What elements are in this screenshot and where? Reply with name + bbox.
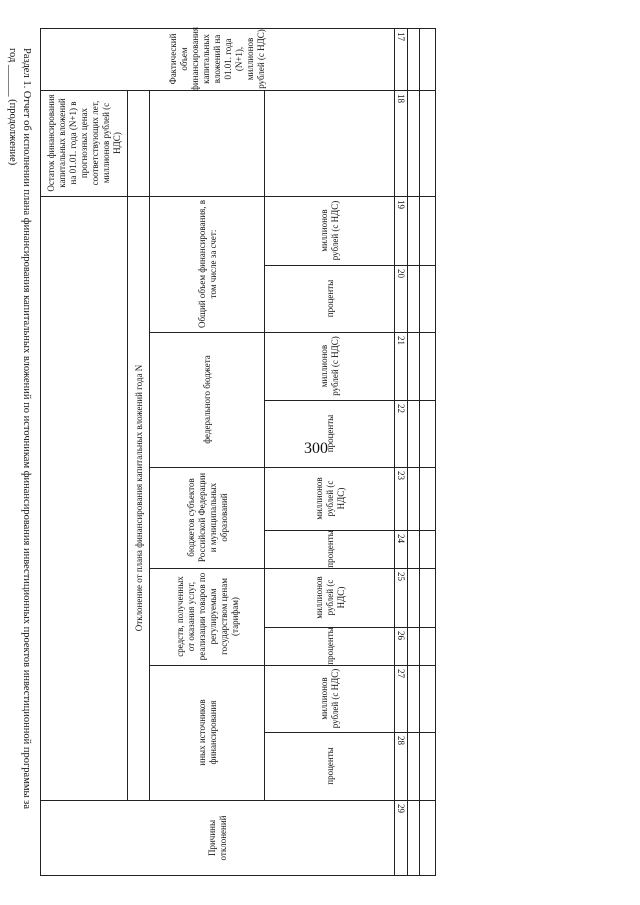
col-number: 20 xyxy=(396,269,406,278)
col-number: 18 xyxy=(396,94,406,103)
col-number: 25 xyxy=(396,572,406,581)
sub-pct-20: проценты xyxy=(324,279,335,318)
sub-mln-23: миллионов рублей (с НДС) xyxy=(313,477,346,520)
col-number: 22 xyxy=(396,404,406,413)
sub-mln-25: миллионов рублей (с НДС) xyxy=(313,576,346,619)
sub-pct-26: проценты xyxy=(324,627,335,665)
col17-header: Фактический объем финансирования капитальных вложений на 01.01. года (N+1), миллионов рублей (с НДС) xyxy=(168,27,266,91)
group-federal-header: федерального бюджета xyxy=(202,355,212,444)
section-title-continuation: год ______ (продолжение) xyxy=(7,48,18,166)
col-number: 17 xyxy=(396,32,406,41)
sub-mln-19: миллионов рублей (с НДС) xyxy=(319,200,340,261)
col-number: 26 xyxy=(396,631,406,640)
sub-mln-27: миллионов рублей (с НДС) xyxy=(319,668,340,729)
page-number: 300 xyxy=(304,440,328,457)
col29-header: Причины отклонений xyxy=(206,815,228,861)
col-number: 21 xyxy=(396,336,406,345)
col-number: 23 xyxy=(396,471,406,480)
sub-pct-24: проценты xyxy=(324,530,335,568)
section-title: Раздел 1. Отчет об исполнении плана финансирования капитальных вложений по источникам финансирования инвестиционных проектов инвестиционной программы за xyxy=(21,48,32,809)
group-regional-header: бюджетов субъектов Российской Федерации и муниципальных образований xyxy=(185,472,229,563)
group-tariff-header: средств, полученных от оказания услуг, реализации товаров по регулируемым государством ценам (тарифам) xyxy=(174,572,240,661)
group-other-header: иных источников финансирования xyxy=(196,699,218,766)
col-number: 24 xyxy=(396,534,406,543)
sub-pct-22: проценты xyxy=(324,414,335,453)
col-number: 29 xyxy=(396,804,406,813)
col-number: 27 xyxy=(396,669,406,678)
sub-mln-21: миллионов рублей (с НДС) xyxy=(319,336,340,396)
col-number: 28 xyxy=(396,736,406,745)
deviation-header: Отклонение от плана финансирования капитальных вложений года N xyxy=(133,364,144,632)
col18-header: Остаток финансирования капитальных вложений на 01.01. года (N+1) в прогнозных ценах соответствующих лет, миллионов рублей (с НДС) xyxy=(45,94,122,192)
group-total-header: Общий объем финансирования, в том числе за счет: xyxy=(196,199,218,329)
col-number: 19 xyxy=(396,200,406,209)
sub-pct-28: проценты xyxy=(324,747,335,785)
